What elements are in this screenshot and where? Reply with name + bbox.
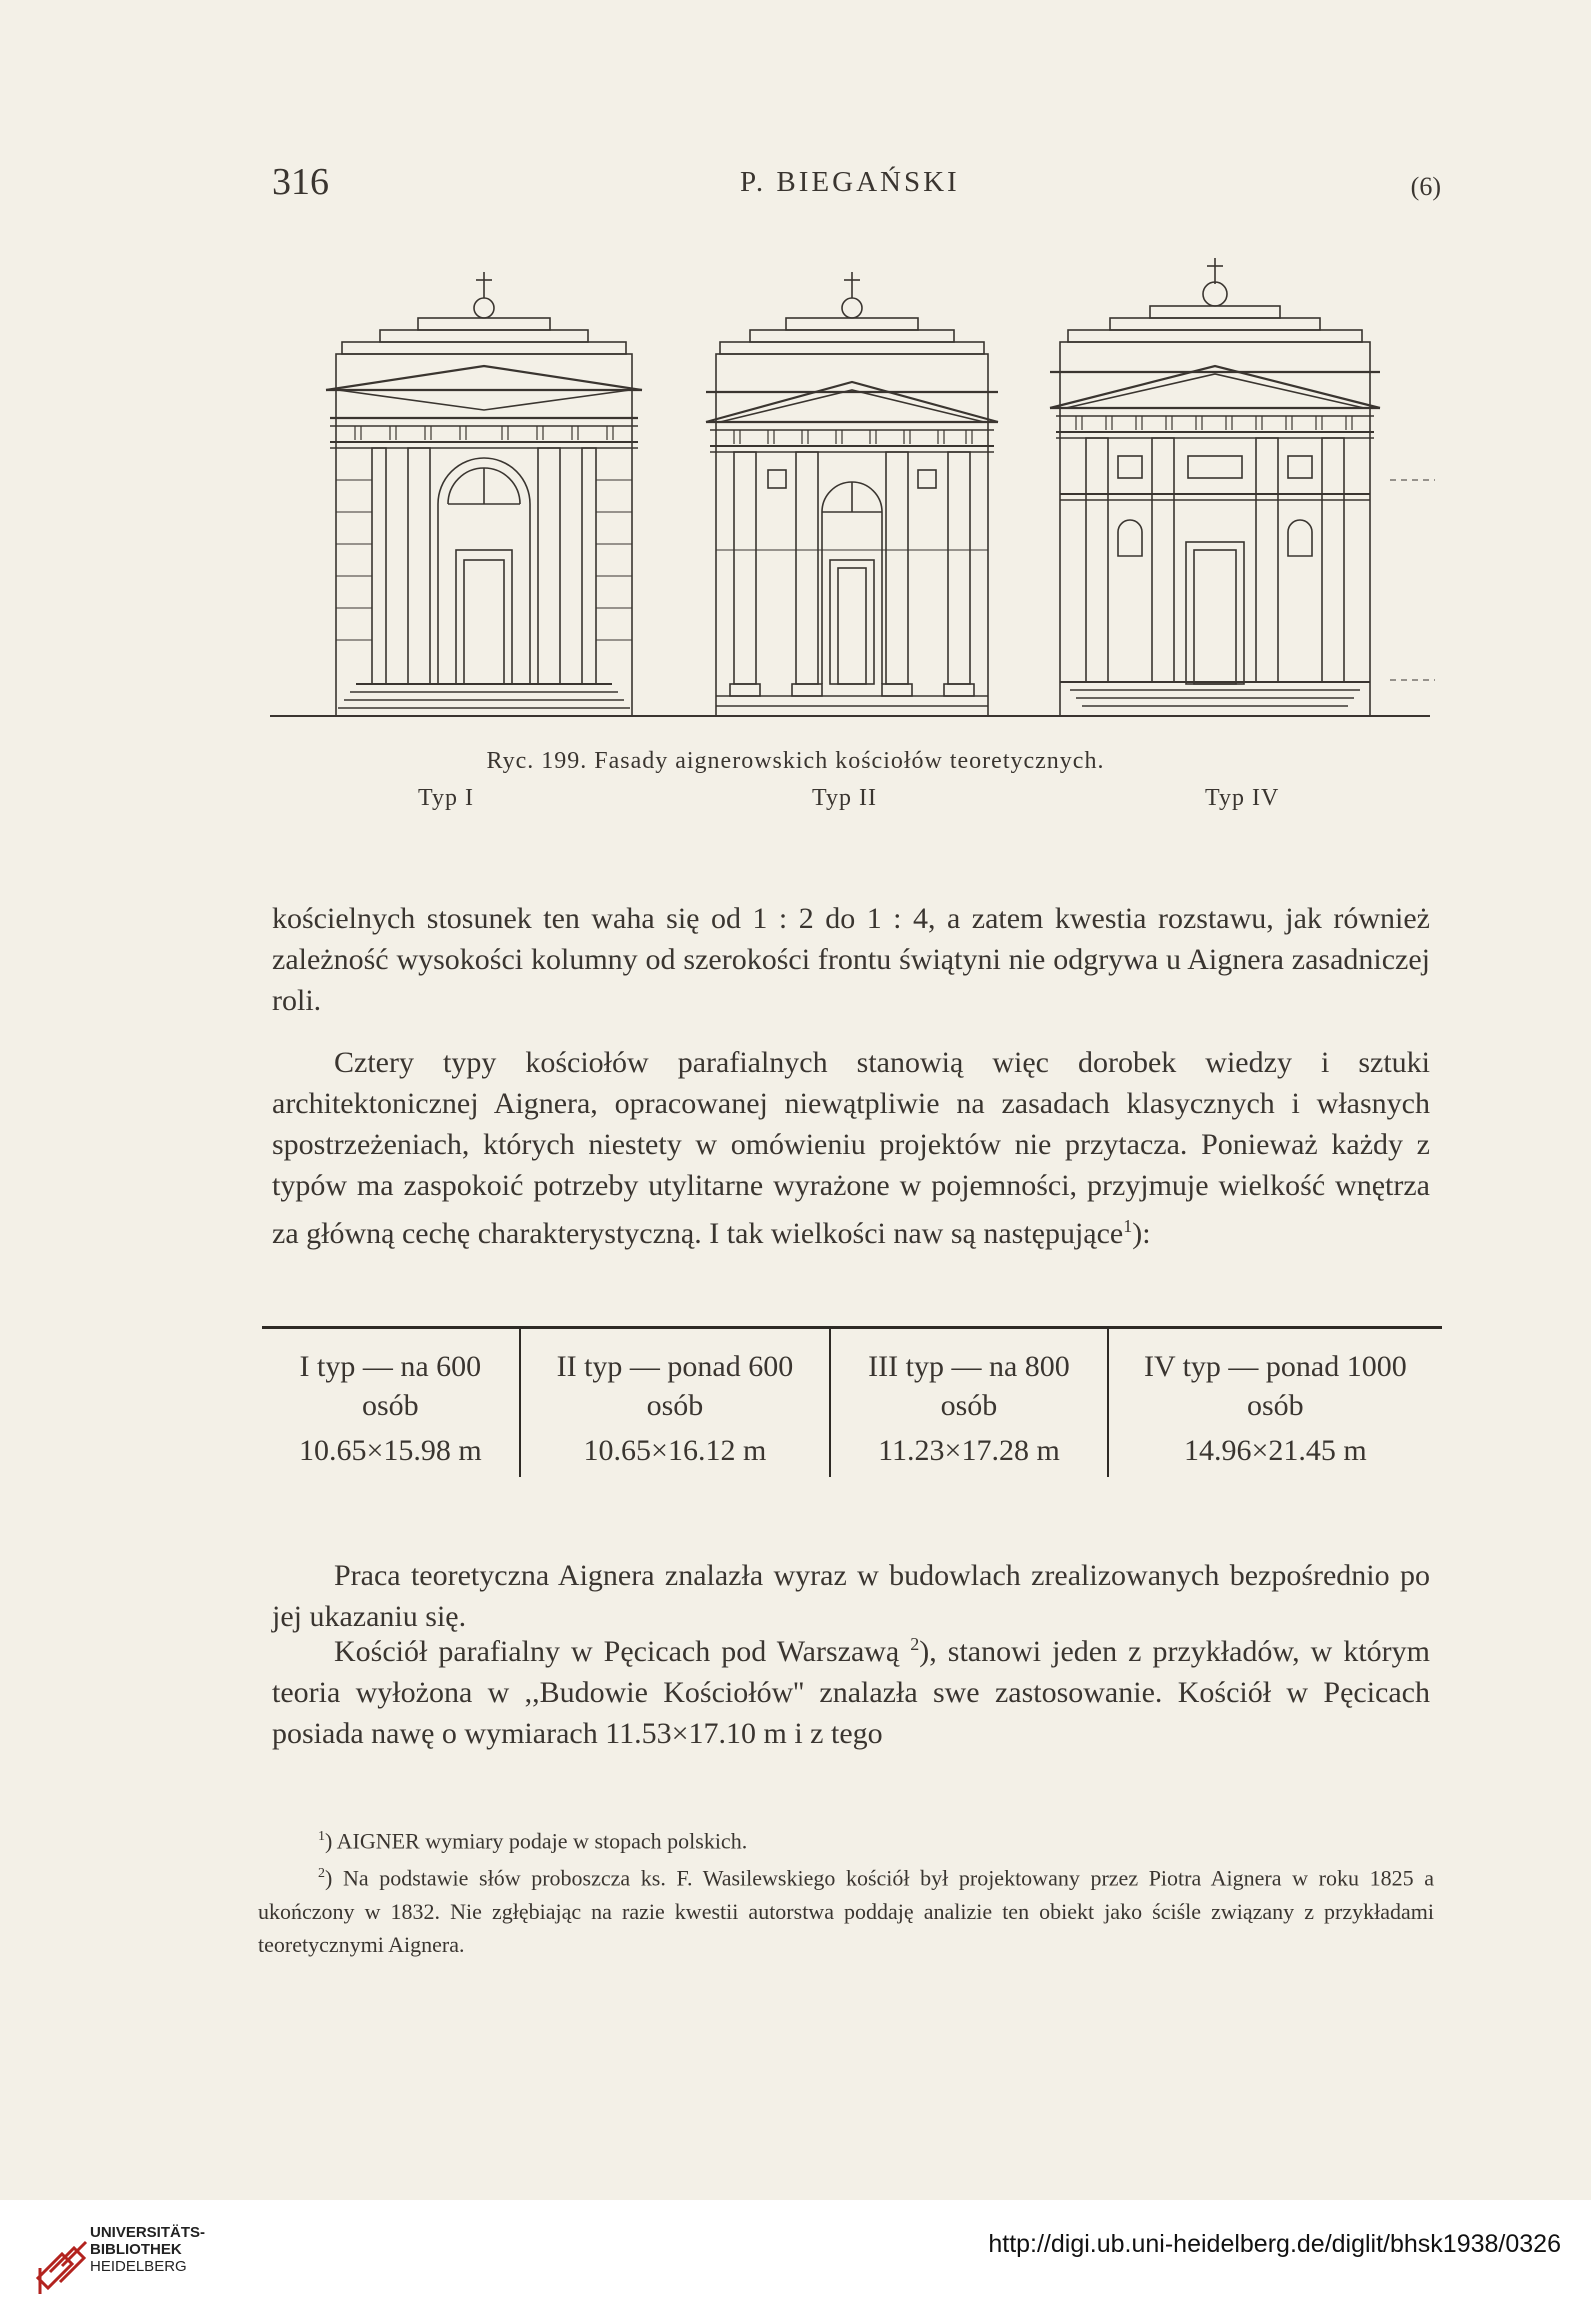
nave-sizes-table — [262, 1326, 1442, 1477]
facade-type-1 — [326, 272, 642, 716]
permalink-url[interactable]: http://digi.ub.uni-heidelberg.de/diglit/bhsk1938/0326 — [988, 2230, 1561, 2258]
table-cell-type-1 — [262, 1328, 520, 1478]
facade-type-4 — [1050, 258, 1380, 716]
type-capacity: II typ — ponad 600 osób — [556, 1350, 794, 1422]
paragraph-1: kościelnych stosunek ten waha się od 1 : 2 do 1 : 4, a zatem kwestia rozstawu, jak również zależność wysokości kolumny od szerokości frontu świątyni nie odgrywa u Aignera zasadniczej roli. — [272, 902, 1430, 1017]
facades-drawing — [260, 250, 1460, 730]
table-cell-type-2 — [520, 1328, 831, 1478]
type-dimensions: 10.65×16.12 m — [583, 1434, 767, 1467]
facade-type-2 — [706, 272, 998, 716]
type-label-1: Typ I — [418, 785, 474, 811]
paragraph-2 — [272, 1042, 1430, 1254]
type-dimensions: 11.23×17.28 m — [878, 1434, 1060, 1467]
footnote-mark-2: 2 — [318, 1866, 325, 1882]
footnote-2 — [258, 1857, 1434, 1960]
running-author: P. BIEGAŃSKI — [740, 166, 960, 198]
type-dimensions: 14.96×21.45 m — [1183, 1434, 1367, 1467]
footnote-ref-2: 2 — [910, 1634, 920, 1654]
type-capacity: III typ — na 800 osób — [868, 1350, 1070, 1422]
paragraph-4 — [272, 1624, 1430, 1754]
table-cell-type-3 — [830, 1328, 1107, 1478]
paragraph-2-end: ): — [1132, 1217, 1151, 1250]
figure-caption: Ryc. 199. Fasady aignerowskich kościołów teoretycznych. — [486, 748, 1105, 774]
library-footer — [0, 2200, 1591, 2315]
library-name-line-2: BIBLIOTHEK — [90, 2241, 182, 2258]
paragraph-4-start: Kościół parafialny w Pęcicach pod Warszawą — [334, 1635, 900, 1668]
paragraph-2-text: Cztery typy kościołów parafialnych stanowią więc dorobek wiedzy i sztuki architektonicznej Aignera, opracowanej niewątpliwie na zasadach klasycznych i własnych spostrzeżeniach, których niestety w omówieniu projektów nie przytacza. Ponieważ każdy z typów ma zaspokoić potrzeby utylitarne wyrażone w pojemności, przyjmuje wielkość wnętrza za główną cechę charakterystyczną. I tak wielkości naw są następujące — [272, 1046, 1430, 1250]
footnote-2-text: ) Na podstawie słów proboszcza ks. F. Wasilewskiego kościół był projektowany przez Piotra Aignera w roku 1825 a ukończony w 1832. Nie zgłębiając na razie kwestii autorstwa poddaję analizie ten obiekt jako ściśle związany z przykładami teoretycznymi Aignera. — [258, 1865, 1434, 1957]
church-facades-figure — [260, 250, 1460, 730]
page-number: 316 — [272, 161, 329, 203]
table-cell-type-4 — [1108, 1328, 1442, 1478]
library-name-line-3: HEIDELBERG — [90, 2258, 187, 2275]
type-capacity: IV typ — ponad 1000 osób — [1143, 1350, 1407, 1422]
footnote-1-text: ) AIGNER wymiary podaje w stopach polskich. — [325, 1828, 748, 1854]
type-dimensions: 10.65×15.98 m — [298, 1434, 482, 1467]
paragraph-3: Praca teoretyczna Aignera znalazła wyraz w budowlach zrealizowanych bezpośrednio po jej ukazaniu się. — [272, 1559, 1430, 1633]
type-label-2: Typ II — [812, 785, 877, 811]
footnote-ref-1: 1 — [1123, 1216, 1133, 1236]
footnotes — [258, 1820, 1434, 1961]
library-name-line-1: UNIVERSITÄTS- — [90, 2224, 206, 2241]
figure-type-labels — [0, 785, 1591, 825]
footnote-mark-1: 1 — [318, 1829, 325, 1844]
running-header — [0, 160, 1591, 210]
type-label-4: Typ IV — [1205, 785, 1280, 811]
library-name — [90, 2224, 205, 2275]
section-marker: (6) — [1410, 172, 1441, 201]
footnote-1 — [258, 1820, 1434, 1857]
type-capacity: I typ — na 600 osób — [299, 1350, 482, 1422]
table-row — [262, 1328, 1442, 1478]
paragraph-4-rest: ), stanowi jeden z przykładów, w którym teoria wyłożona w ,,Budowie Kościołów'' znalazła swe zastosowanie. Kościół w Pęcicach posiada nawę o wymiarach 11.53×17.10 m i z tego — [272, 1635, 1430, 1750]
